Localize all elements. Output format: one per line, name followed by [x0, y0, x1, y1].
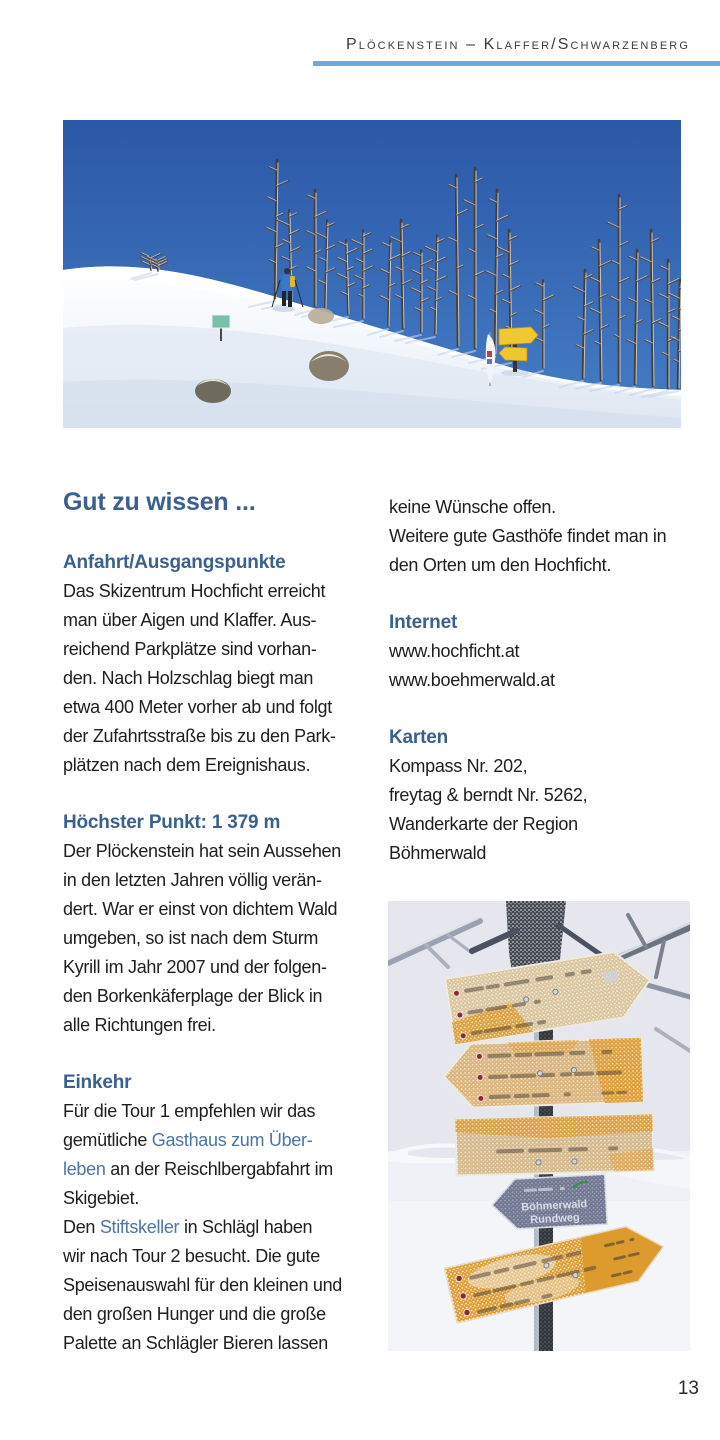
sign-label-line2: Rundweg: [529, 1211, 580, 1227]
left-column-sections: [63, 548, 389, 1358]
text-line: Den Stiftskeller in Schlägl haben: [63, 1217, 313, 1237]
text-line: www.hochficht.at: [389, 641, 520, 661]
section-heading: Einkehr: [63, 1072, 132, 1093]
text-line: den Borkenkäferplage der Blick in: [63, 986, 323, 1006]
text-line: Kyrill im Jahr 2007 und der folgen-: [63, 957, 327, 977]
section-heading: Internet: [389, 612, 458, 633]
text-line: Kompass Nr. 202,: [389, 756, 528, 776]
text-line: Für die Tour 1 empfehlen wir das: [63, 1101, 316, 1121]
text-line: der Zufahrtsstraße bis zu den Park-: [63, 726, 336, 746]
place-link: leben: [63, 1159, 106, 1179]
section-heading: Höchster Punkt: 1 379 m: [63, 812, 281, 833]
text-line: wir nach Tour 2 besucht. Die gute: [63, 1246, 320, 1266]
text-line: Wanderkarte der Region: [389, 814, 578, 834]
text-line: Skigebiet.: [63, 1188, 140, 1208]
text-line: freytag & berndt Nr. 5262,: [389, 785, 588, 805]
left-column: [63, 488, 389, 1358]
text-line: leben an der Reischlbergabfahrt im: [63, 1159, 333, 1179]
page-number: 13: [677, 1378, 699, 1399]
text-line: keine Wünsche offen.: [389, 497, 556, 517]
frost-bush: [308, 308, 334, 324]
text-line: man über Aigen und Klaffer. Aus-: [63, 610, 317, 630]
sign-second-left-arrow: [443, 1038, 643, 1109]
text-section: [63, 808, 389, 1040]
text-line: den großen Hunger und die große: [63, 1304, 326, 1324]
header-rule: [313, 61, 720, 66]
page-title: Gut zu wissen ...: [63, 488, 256, 516]
place-link: Gasthaus zum Über-: [151, 1130, 313, 1150]
place-link: Stiftskeller: [99, 1217, 180, 1237]
text-section: [63, 548, 389, 780]
text-section: [389, 493, 699, 580]
text-line: www.boehmerwald.at: [389, 670, 555, 690]
page-header-title: Plöckenstein – Klaffer/Schwarzenberg: [346, 36, 690, 53]
text-line: Das Skizentrum Hochficht erreicht: [63, 581, 326, 601]
text-line: plätzen nach dem Ereignishaus.: [63, 755, 311, 775]
text-line: in den letzten Jahren völlig verän-: [63, 870, 322, 890]
text-section: [389, 723, 699, 868]
section-heading: Anfahrt/Ausgangspunkte: [63, 552, 286, 573]
right-column: [389, 493, 699, 868]
text-section: [389, 608, 699, 695]
text-line: Der Plöckenstein hat sein Aussehen: [63, 841, 341, 861]
section-heading: Karten: [389, 727, 448, 748]
sign-label-line1: Böhmerwald: [520, 1198, 588, 1214]
text-line: den Orten um den Hochficht.: [389, 555, 612, 575]
right-column-sections: [389, 493, 699, 868]
rock-1: [309, 351, 349, 381]
text-line: umgeben, so ist nach dem Sturm: [63, 928, 319, 948]
text-line: den. Nach Holzschlag biegt man: [63, 668, 314, 688]
sign-wide-rectangle: [455, 1114, 653, 1175]
text-section: [63, 1068, 389, 1358]
photo-frosted-signposts: [388, 901, 690, 1351]
text-line: gemütliche Gasthaus zum Über-: [63, 1130, 313, 1150]
photo-winter-slope: [63, 120, 681, 428]
rock-2: [195, 379, 231, 403]
text-line: Böhmerwald: [389, 843, 487, 863]
text-line: reichend Parkplätze sind vorhan-: [63, 639, 317, 659]
text-line: alle Richtungen frei.: [63, 1015, 216, 1035]
text-line: Weitere gute Gasthöfe findet man in: [389, 526, 667, 546]
text-line: Palette an Schlägler Bieren lassen: [63, 1333, 328, 1353]
text-line: etwa 400 Meter vorher ab und folgt: [63, 697, 332, 717]
text-line: dert. War er einst von dichtem Wald: [63, 899, 338, 919]
text-line: Speisenauswahl für den kleinen und: [63, 1275, 343, 1295]
